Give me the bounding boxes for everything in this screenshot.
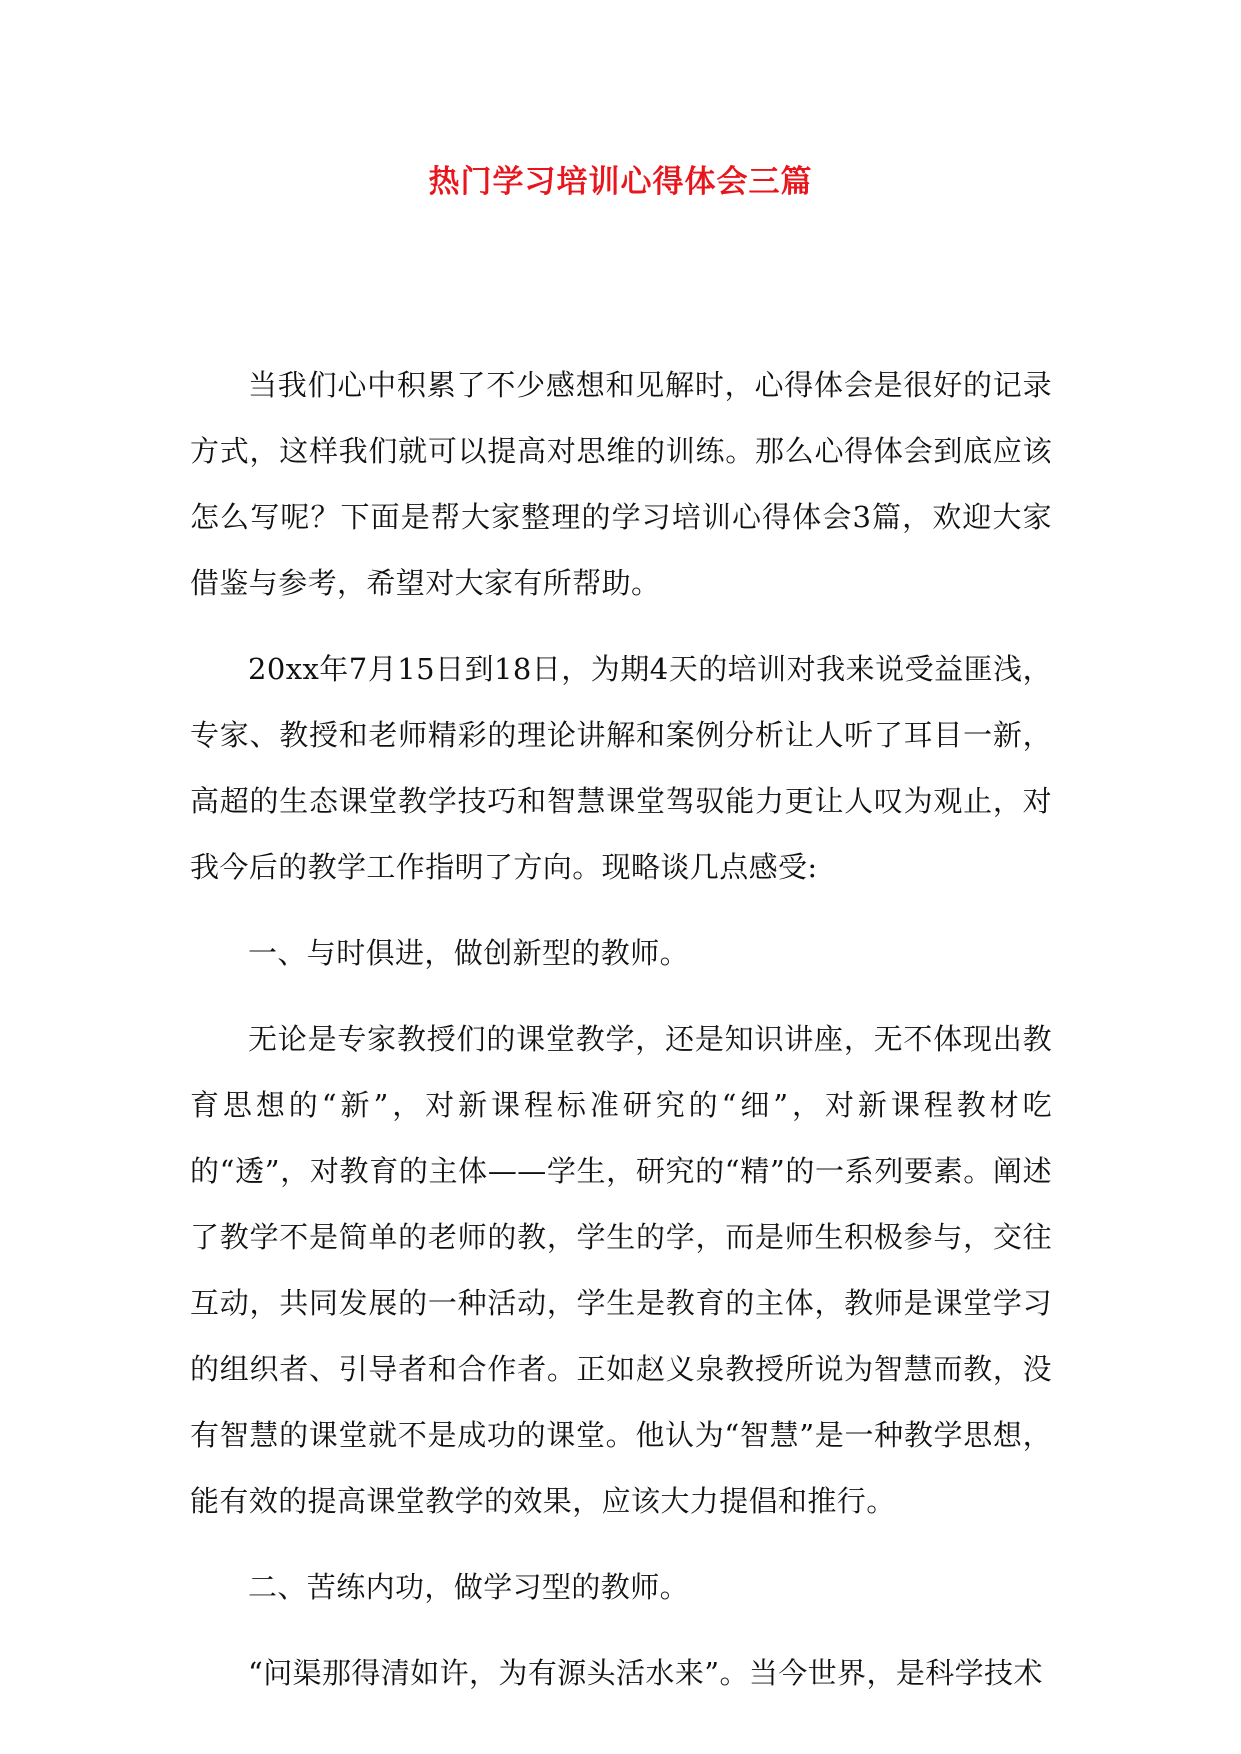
section-heading-2: 二、苦练内功，做学习型的教师。 [248,1570,690,1604]
paragraph-intro: 当我们心中积累了不少感想和见解时，心得体会是很好的记录方式，这样我们就可以提高对思维的训练。那么心得体会到底应该怎么写呢？下面是帮大家整理的学习培训心得体会3篇，欢迎大家借鉴与参考，希望对大家有所帮助。 [190,368,1052,600]
section-heading-1: 一、与时俱进，做创新型的教师。 [248,936,690,970]
paragraph-section-1: 无论是专家教授们的课堂教学，还是知识讲座，无不体现出教育思想的“新”，对新课程标准研究的“细”，对新课程教材吃的“透”，对教育的主体——学生，研究的“精”的一系列要素。阐述了教学不是简单的老师的教，学生的学，而是师生积极参与，交往互动，共同发展的一种活动，学生是教育的主体，教师是课堂学习的组织者、引导者和合作者。正如赵义泉教授所说为智慧而教，没有智慧的课堂就不是成功的课堂。他认为“智慧”是一种教学思想，能有效的提高课堂教学的效果，应该大力提倡和推行。 [190,1022,1052,1518]
paragraph-section-2: “问渠那得清如许，为有源头活水来”。当今世界，是科学技术 [248,1656,1043,1690]
document-title: 热门学习培训心得体会三篇 [428,164,813,200]
paragraph-training-dates: 20xx年7月15日到18日，为期4天的培训对我来说受益匪浅，专家、教授和老师精彩的理论讲解和案例分析让人听了耳目一新，高超的生态课堂教学技巧和智慧课堂驾驭能力更让人叹为观止，对我今后的教学工作指明了方向。现略谈几点感受: [190,652,1052,884]
document-body [190,352,1052,1726]
